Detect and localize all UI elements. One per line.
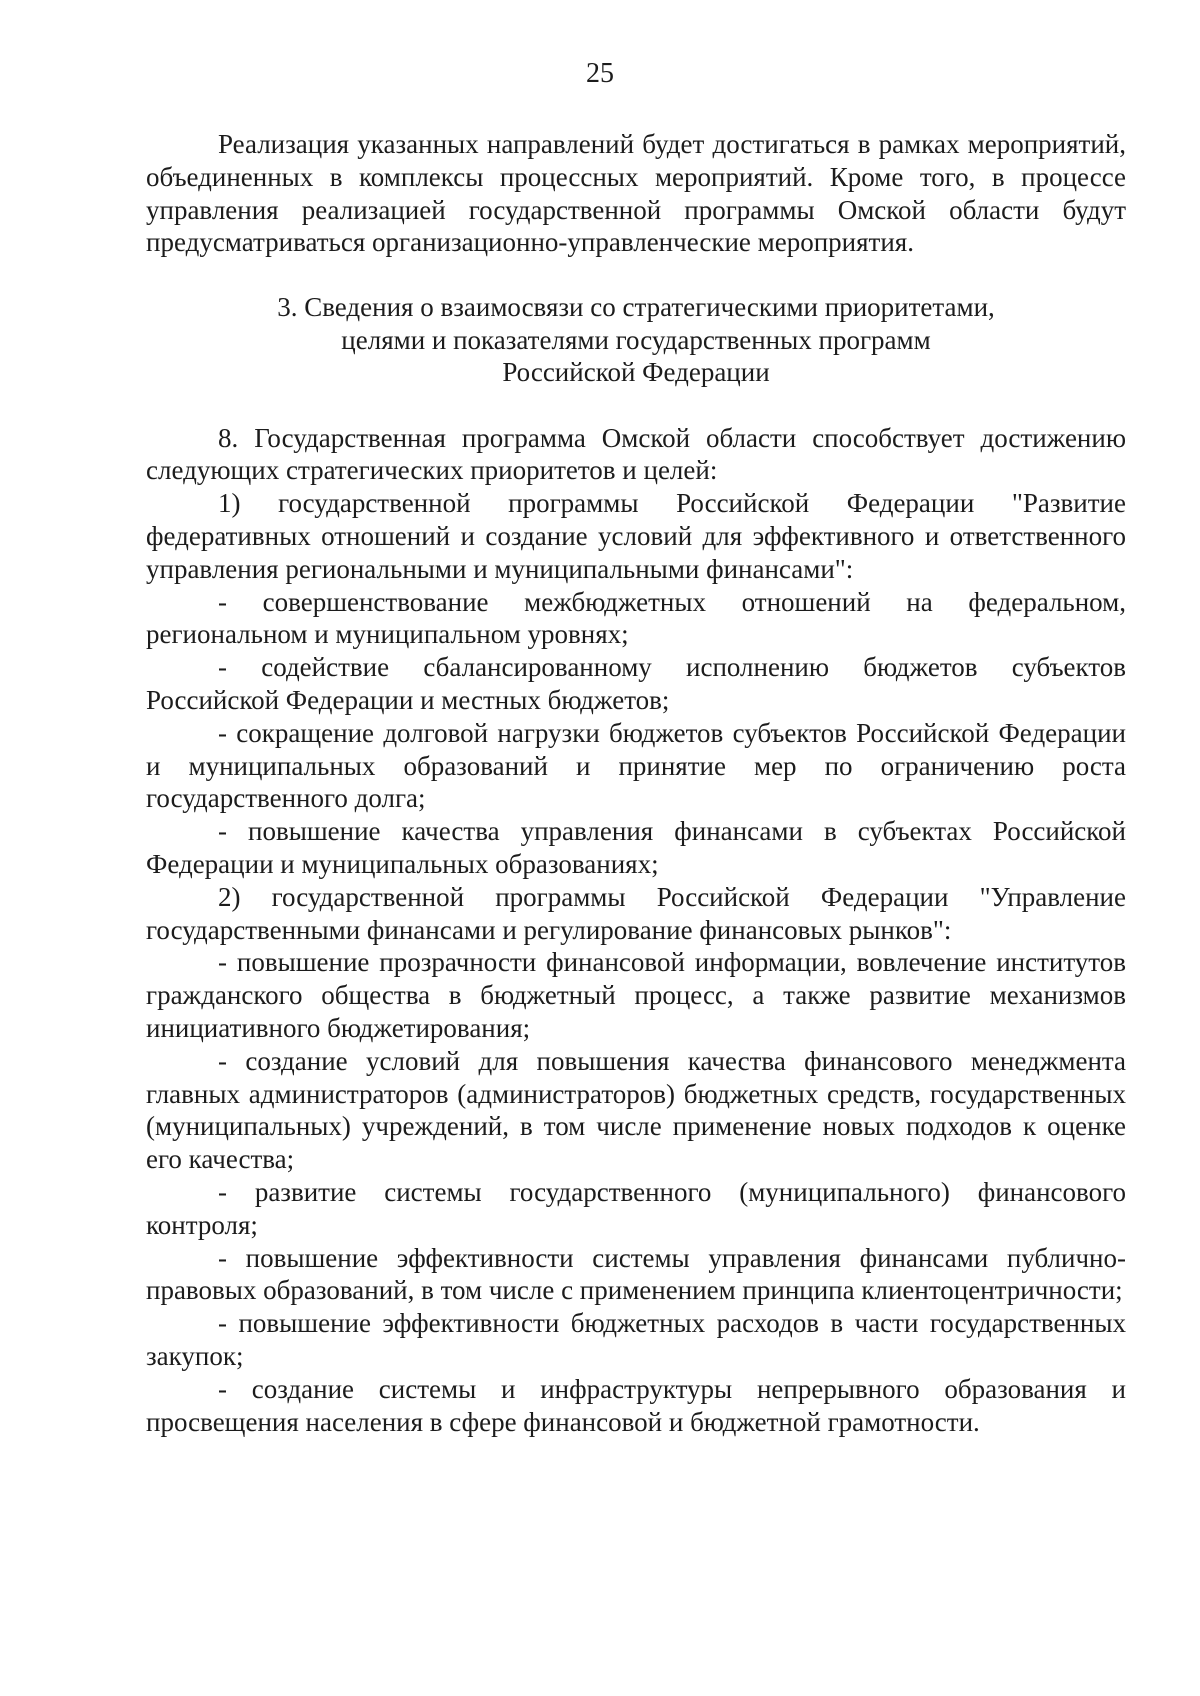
list-item: - содействие сбалансированному исполнению бюджетов субъектов Российской Федерации и местных бюджетов;	[146, 652, 1126, 716]
list-item: - совершенствование межбюджетных отношений на федеральном, региональном и муниципальном уровнях;	[146, 586, 1126, 650]
section-heading-line-1: 3. Сведения о взаимосвязи со стратегическими приоритетами,	[277, 292, 995, 323]
section-heading-line-3: Российской Федерации	[502, 357, 770, 388]
intro-paragraph: Реализация указанных направлений будет достигаться в рамках мероприятий, объединенных в комплексы процессных мероприятий. Кроме того, в процессе управления реализацией государственной программы Омской области будут предусматриваться организационно-управленческие мероприятия.	[146, 129, 1126, 258]
list-item: - повышение эффективности системы управления финансами публично-правовых образований, в том числе с применением принципа клиентоцентричности;	[146, 1242, 1126, 1306]
section-heading-line-2: целями и показателями государственных программ	[341, 324, 931, 355]
section-heading	[146, 291, 1126, 389]
list-item: - повышение эффективности бюджетных расходов в части государственных закупок;	[146, 1308, 1126, 1371]
list-item: - создание условий для повышения качества финансового менеджмента главных администраторов (администраторов) бюджетных средств, государственных (муниципальных) учреждений, в том числе применение новых подходов к оценке его качества;	[146, 1045, 1126, 1175]
list-item: - повышение прозрачности финансовой информации, вовлечение институтов гражданского общества в бюджетный процесс, а также развитие механизмов инициативного бюджетирования;	[146, 947, 1126, 1044]
paragraph-item-8: 8. Государственная программа Омской области способствует достижению следующих стратегических приоритетов и целей:	[146, 422, 1126, 486]
list-item: - повышение качества управления финансами в субъектах Российской Федерации и муниципальных образованиях;	[146, 816, 1126, 880]
list-item: - развитие системы государственного (муниципального) финансового контроля;	[146, 1177, 1126, 1240]
list-item: - сокращение долговой нагрузки бюджетов субъектов Российской Федерации и муниципальных образований и принятие мер по ограничению роста государственного долга;	[146, 717, 1126, 814]
program-2-heading: 2) государственной программы Российской Федерации "Управление государственными финансами и регулирование финансовых рынков":	[146, 881, 1126, 945]
document-body	[146, 128, 1126, 1438]
list-item: - создание системы и инфраструктуры непрерывного образования и просвещения населения в сфере финансовой и бюджетной грамотности.	[146, 1373, 1126, 1437]
page-number: 25	[586, 58, 614, 89]
program-1-heading: 1) государственной программы Российской Федерации "Развитие федеративных отношений и создание условий для эффективного и ответственного управления региональными и муниципальными финансами":	[146, 488, 1126, 584]
